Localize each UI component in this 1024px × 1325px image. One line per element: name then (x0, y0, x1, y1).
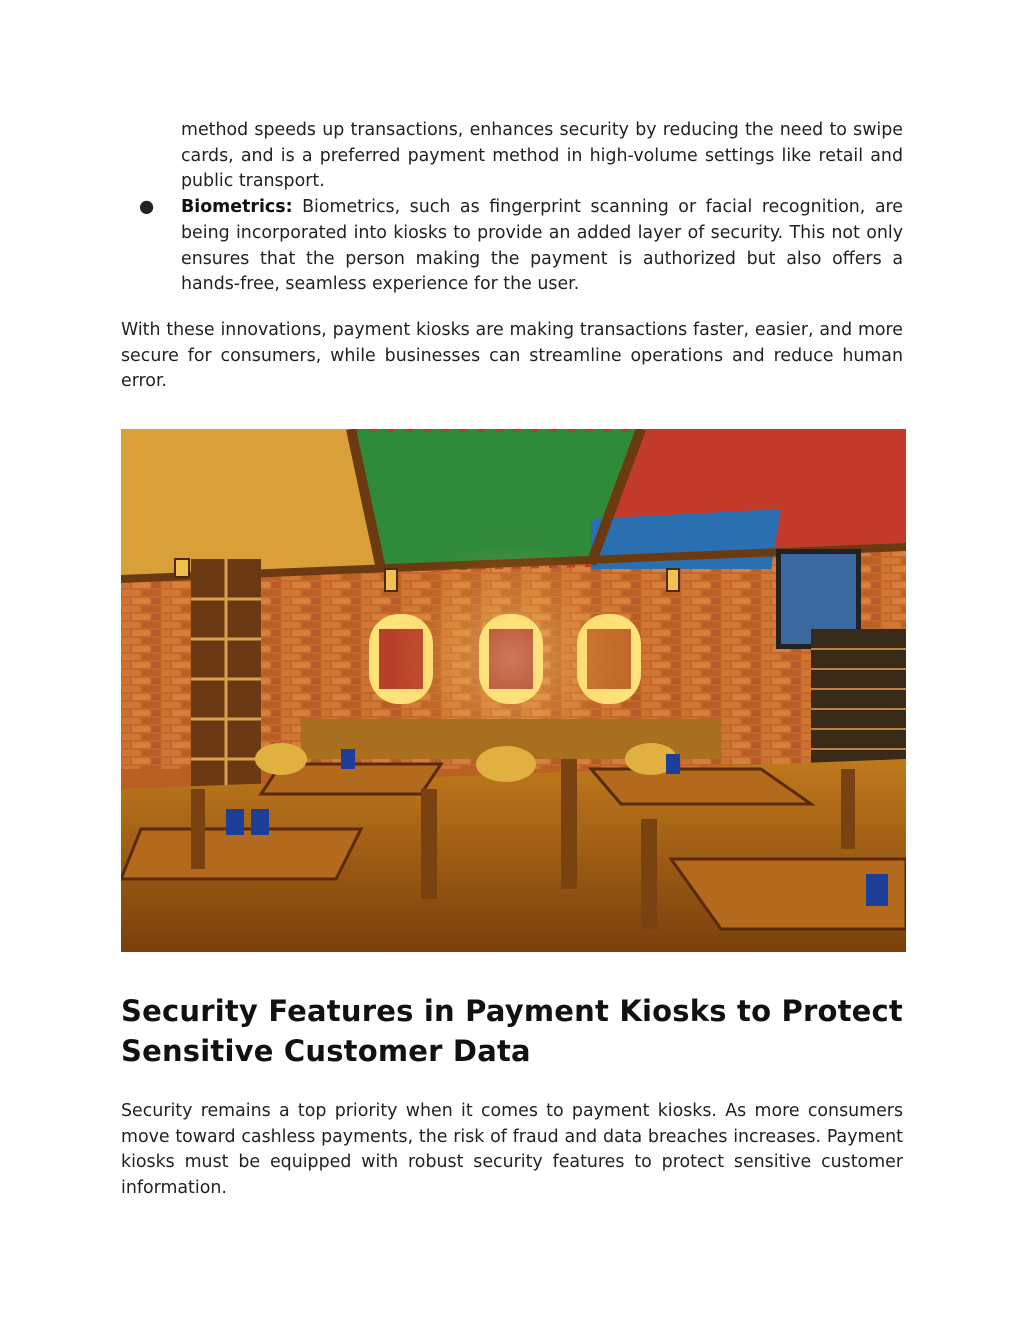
bullet-marker: ● (139, 197, 155, 218)
paragraph-security: Security remains a top priority when it comes to payment kiosks. As more consumers move toward cashless payments, the risk of fraud and data breaches increases. Payment kiosks must be equipped with robust security features to protect sensitive customer information. (121, 1101, 903, 1199)
restaurant-interior-photo (121, 429, 906, 952)
document-page (121, 118, 903, 1202)
bullet-continuation-text: method speeds up transactions, enhances security by reducing the need to swipe cards, and is a preferred payment method in high-volume settings like retail and public transport. (181, 120, 903, 192)
bullet-text: Biometrics, such as fingerprint scanning or facial recognition, are being incorporated into kiosks to provide an added layer of security. This not only ensures that the person making the payment is authorized but also offers a hands-free, seamless experience for the user. (181, 197, 903, 295)
bullet-item-biometrics (139, 195, 903, 298)
section-heading: Security Features in Payment Kiosks to Protect Sensitive Customer Data (121, 994, 903, 1069)
bullet-term: Biometrics: (181, 197, 293, 218)
paragraph-innovations: With these innovations, payment kiosks are making transactions faster, easier, and more secure for consumers, while businesses can streamline operations and reduce human error. (121, 319, 903, 392)
